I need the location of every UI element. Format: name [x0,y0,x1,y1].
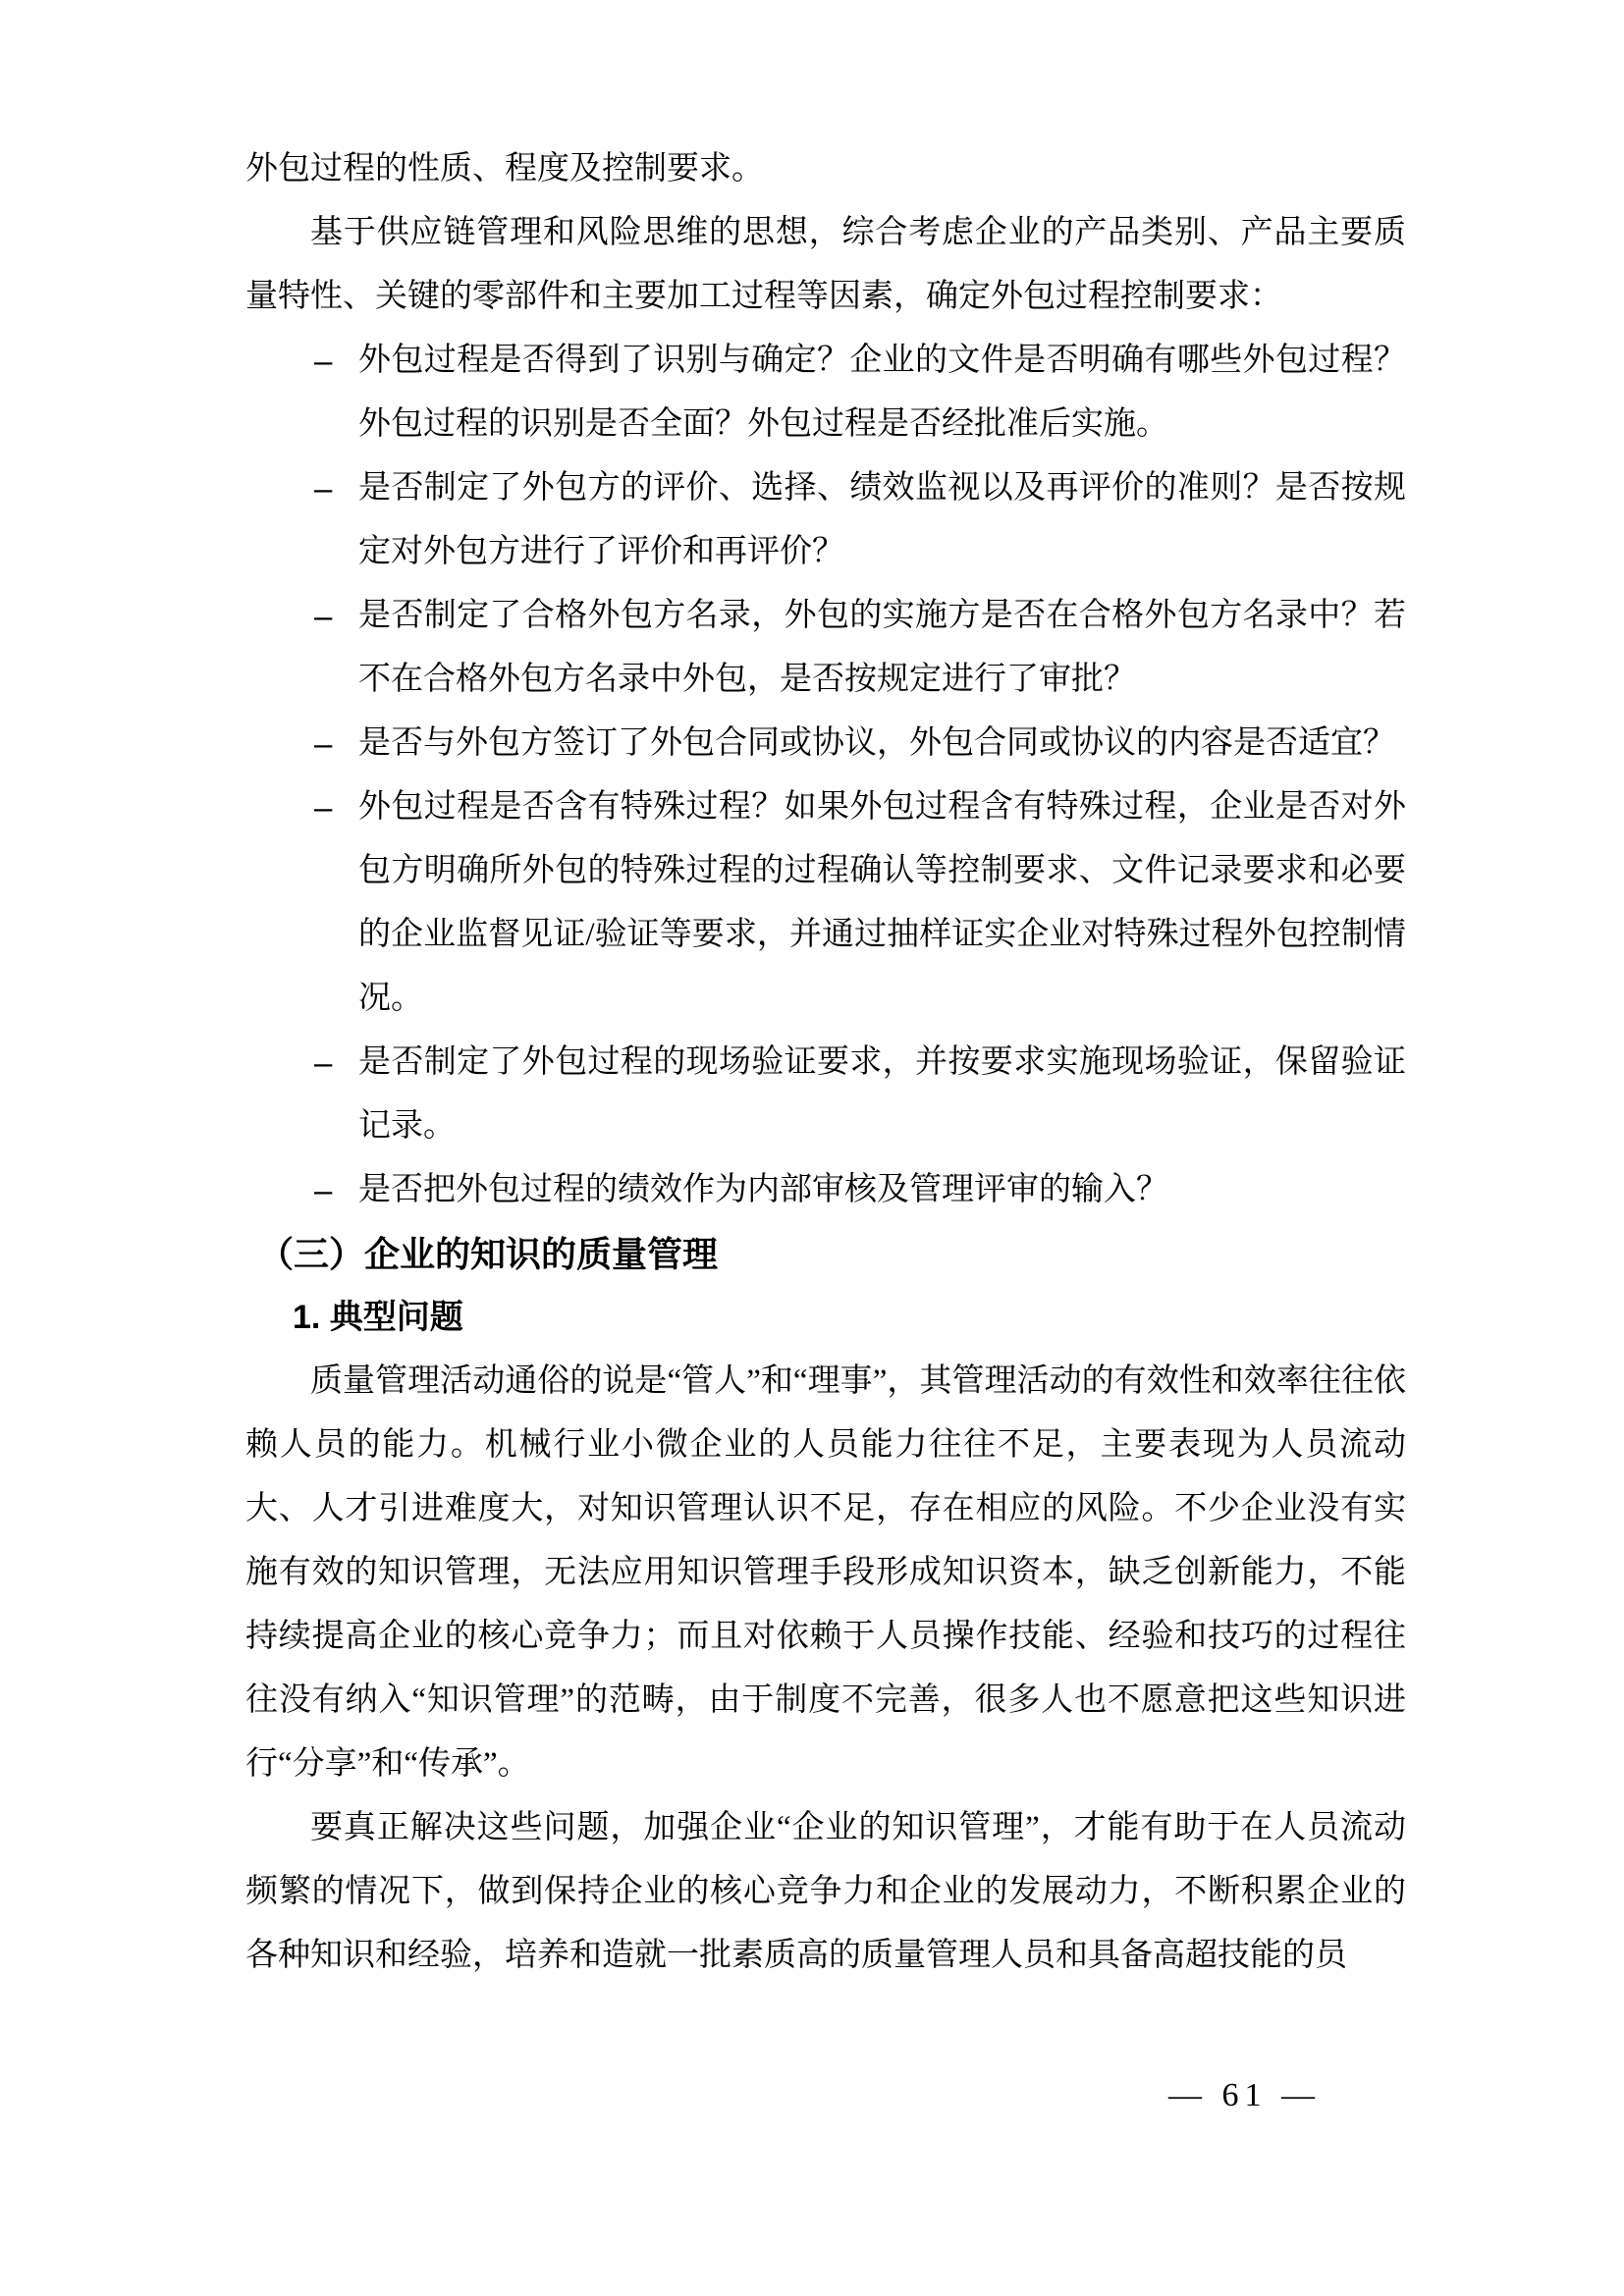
list-item [245,1158,1406,1222]
list-item [245,329,1406,456]
sub-heading: 1. 典型问题 [293,1299,463,1336]
bullet-list [245,329,1406,1222]
list-item-text: 是否与外包方签订了外包合同或协议，外包合同或协议的内容是否适宜？ [358,725,1395,761]
list-item [245,775,1406,1031]
list-item-text: 是否制定了合格外包方名录，外包的实施方是否在合格外包方名录中？若不在合格外包方名录中外包，是否按规定进行了审批？ [358,598,1406,697]
list-item-text: 外包过程是否得到了识别与确定？企业的文件是否明确有哪些外包过程？外包过程的识别是否全面？外包过程是否经批准后实施。 [358,343,1406,442]
list-item-text: 是否把外包过程的绩效作为内部审核及管理评审的输入？ [358,1172,1168,1207]
page-number: — 61 — [1168,2077,1321,2113]
paragraph-typical-problems: 质量管理活动通俗的说是“管人”和“理事”，其管理活动的有效性和效率往往依赖人员的能力。机械行业小微企业的人员能力往往不足，主要表现为人员流动大、人才引进难度大，对知识管理认识不足，存在相应的风险。不少企业没有实施有效的知识管理，无法应用知识管理手段形成知识资本，缺乏创新能力，不能持续提高企业的核心竞争力；而且对依赖于人员操作技能、经验和技巧的过程往往没有纳入“知识管理”的范畴，由于制度不完善，很多人也不愿意把这些知识进行“分享”和“传承”。 [245,1363,1406,1782]
section-heading: （三）企业的知识的质量管理 [258,1234,719,1274]
dash-bullet-icon: – [314,470,333,507]
dash-bullet-icon: – [314,598,333,634]
dash-bullet-icon: – [314,1172,333,1208]
dash-bullet-icon: – [314,789,333,826]
list-item-text: 是否制定了外包方的评价、选择、绩效监视以及再评价的准则？是否按规定对外包方进行了评价和再评价？ [358,470,1406,569]
list-item-text: 外包过程是否含有特殊过程？如果外包过程含有特殊过程，企业是否对外包方明确所外包的特殊过程的过程确认等控制要求、文件记录要求和必要的企业监督见证/验证等要求，并通过抽样证实企业对特殊过程外包控制情况。 [358,789,1406,1016]
text-block [245,137,1406,1988]
list-item [245,1031,1406,1158]
dash-bullet-icon: – [314,725,333,762]
dash-bullet-icon: – [314,343,333,379]
dash-bullet-icon: – [314,1044,333,1081]
list-item [245,712,1406,775]
paragraph-outsourcing-requirements: 基于供应链管理和风险思维的思想，综合考虑企业的产品类别、产品主要质量特性、关键的零部件和主要加工过程等因素，确定外包过程控制要求： [245,215,1406,314]
intro-line: 外包过程的性质、程度及控制要求。 [245,151,764,187]
list-item [245,584,1406,712]
paragraph-knowledge-management: 要真正解决这些问题，加强企业“企业的知识管理”，才能有助于在人员流动频繁的情况下，做到保持企业的核心竞争力和企业的发展动力，不断积累企业的各种知识和经验，培养和造就一批素质高的质量管理人员和具备高超技能的员 [245,1810,1406,1973]
list-item-text: 是否制定了外包过程的现场验证要求，并按要求实施现场验证，保留验证记录。 [358,1044,1406,1144]
list-item [245,456,1406,584]
